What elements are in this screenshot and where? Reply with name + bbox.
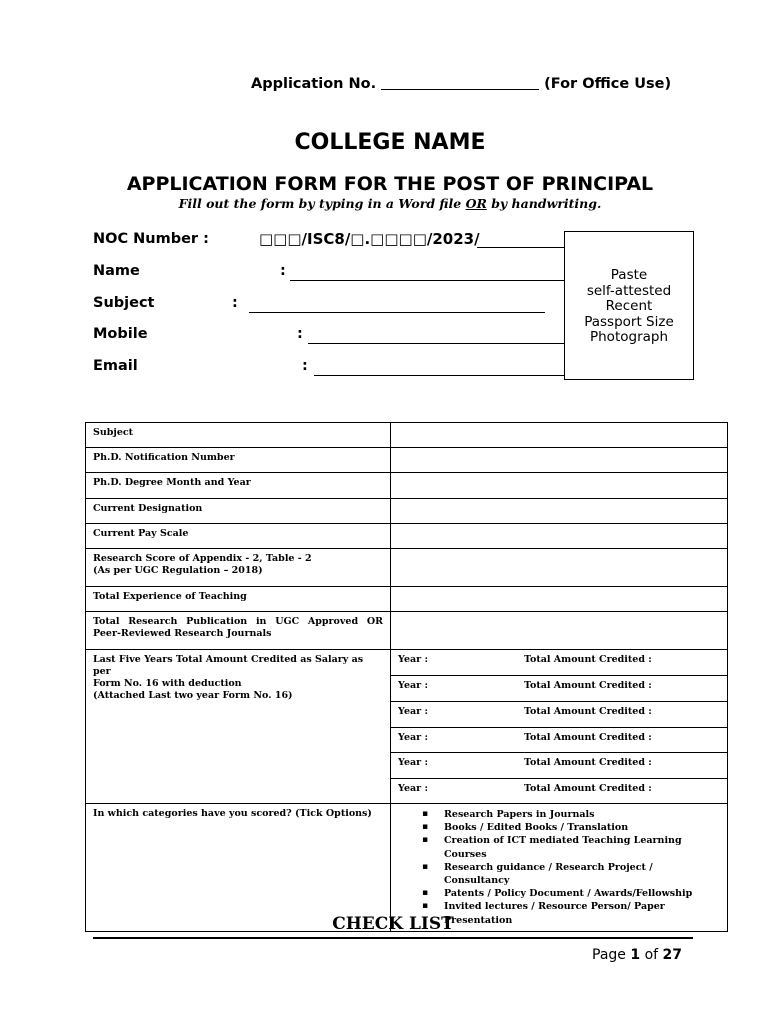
categories-cell	[391, 804, 728, 932]
category-option[interactable]: ▪ Patents / Policy Document / Awards/Fellowship	[444, 887, 720, 900]
name-colon: :	[280, 263, 286, 279]
salary-year-row[interactable]: Year : Total Amount Credited :	[391, 702, 728, 728]
row-label: Total Research Publication in UGC Approved OR Peer-Reviewed Research Journals	[86, 612, 391, 650]
row-value-cell[interactable]	[391, 612, 728, 650]
college-name: COLLEGE NAME	[294, 130, 486, 155]
details-table	[85, 422, 728, 932]
photo-box	[564, 231, 694, 380]
office-use-label: (For Office Use)	[544, 76, 672, 92]
form-title: APPLICATION FORM FOR THE POST OF PRINCIPAL	[126, 173, 654, 195]
photo-box-line: self-attested	[586, 282, 672, 299]
salary-year-row[interactable]: Year : Total Amount Credited :	[391, 650, 728, 676]
photo-box-line: Passport Size	[584, 313, 674, 330]
application-no-label: Application No.	[251, 76, 377, 92]
salary-year-row[interactable]: Year : Total Amount Credited :	[391, 728, 728, 753]
name-field[interactable]	[290, 280, 564, 281]
row-value-cell[interactable]	[391, 473, 728, 499]
footer-rule	[93, 937, 693, 939]
salary-year-row[interactable]: Year : Total Amount Credited :	[391, 676, 728, 702]
category-option[interactable]: ▪ Books / Edited Books / Translation	[444, 821, 720, 834]
row-value-cell[interactable]	[391, 423, 728, 448]
row-label: In which categories have you scored? (Tick Options)	[86, 804, 391, 932]
salary-year-row[interactable]: Year : Total Amount Credited :	[391, 753, 728, 779]
row-label: Current Pay Scale	[86, 524, 391, 549]
row-label: Research Score of Appendix - 2, Table - 2 (As per UGC Regulation – 2018)	[86, 549, 391, 587]
row-value-cell[interactable]	[391, 587, 728, 612]
name-label: Name	[93, 263, 140, 279]
row-value-cell[interactable]	[391, 549, 728, 587]
photo-box-line: Photograph	[589, 329, 669, 345]
mobile-colon: :	[297, 326, 303, 342]
application-no-field[interactable]	[381, 89, 539, 90]
subject-label: Subject	[93, 295, 155, 311]
email-field[interactable]	[314, 375, 564, 376]
instruction-or: OR	[465, 196, 487, 211]
mobile-field[interactable]	[308, 343, 564, 344]
table-row	[86, 549, 728, 587]
category-option[interactable]: ▪ Invited lectures / Resource Person/ Paper Presentation	[444, 900, 720, 926]
row-label: Current Designation	[86, 499, 391, 524]
row-value-cell[interactable]	[391, 448, 728, 473]
row-label: Ph.D. Notification Number	[86, 448, 391, 473]
row-value-cell[interactable]	[391, 524, 728, 549]
subject-colon: :	[232, 295, 238, 311]
subject-field[interactable]	[249, 312, 545, 313]
form-instruction: Fill out the form by typing in a Word file OR by handwriting.	[178, 196, 602, 211]
row-label: Last Five Years Total Amount Credited as Salary as per Form No. 16 with deduction (Attached Last two year Form No. 16)	[86, 650, 391, 804]
salary-year-row[interactable]: Year : Total Amount Credited :	[391, 779, 728, 804]
email-colon: :	[302, 358, 308, 374]
category-option[interactable]: ▪ Research guidance / Research Project / Consultancy	[444, 861, 720, 887]
table-row	[86, 587, 728, 612]
table-row	[86, 448, 728, 473]
noc-label: NOC Number :	[93, 231, 209, 247]
row-value-cell[interactable]	[391, 499, 728, 524]
category-option[interactable]: ▪ Creation of ICT mediated Teaching Learning Courses	[444, 834, 720, 860]
category-option[interactable]: ▪ Research Papers in Journals	[444, 808, 720, 821]
table-row	[86, 650, 728, 676]
row-label: Ph.D. Degree Month and Year	[86, 473, 391, 499]
table-row	[86, 423, 728, 448]
application-number-line	[251, 76, 671, 92]
row-label: Total Experience of Teaching	[86, 587, 391, 612]
email-label: Email	[93, 358, 138, 374]
category-options	[398, 808, 720, 927]
table-row	[86, 524, 728, 549]
row-label: Subject	[86, 423, 391, 448]
checklist-heading: CHECK LIST	[332, 914, 454, 934]
noc-value: □□□/ISC8/□.□□□□/2023/	[259, 230, 480, 248]
mobile-label: Mobile	[93, 326, 148, 342]
table-row	[86, 804, 728, 932]
table-row	[86, 499, 728, 524]
photo-box-line: Recent	[605, 298, 653, 314]
page-number: Page 1 of 27	[592, 947, 682, 963]
noc-field[interactable]	[477, 247, 564, 248]
photo-box-line: Paste	[610, 267, 648, 283]
table-row	[86, 473, 728, 499]
table-row	[86, 612, 728, 650]
